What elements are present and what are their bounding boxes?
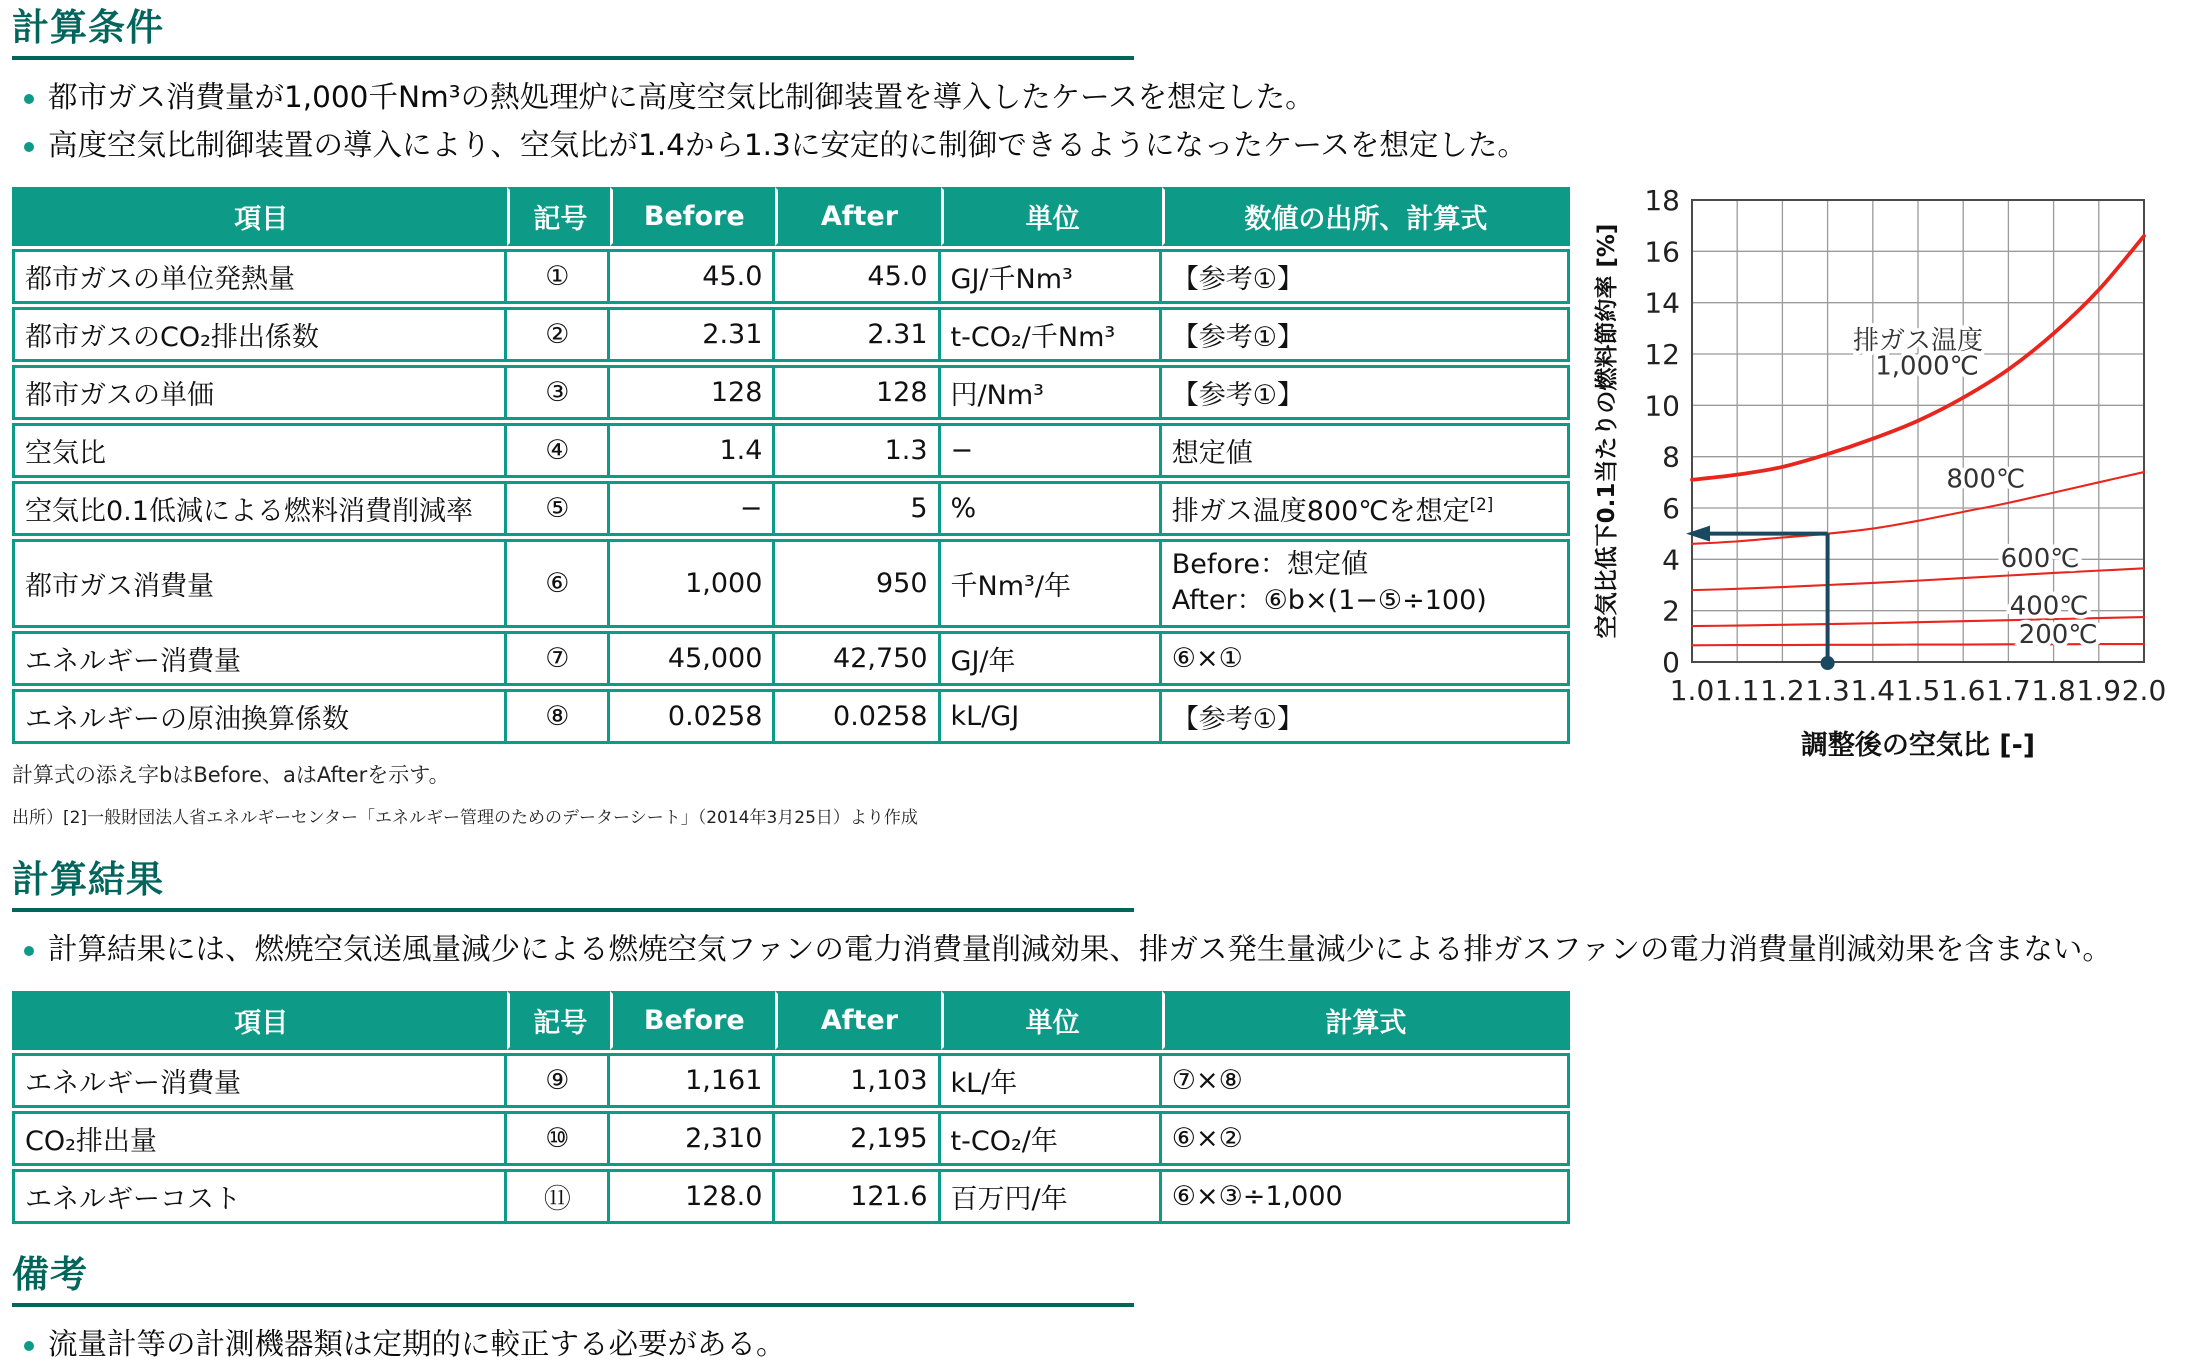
table-row bbox=[12, 307, 1570, 362]
table-cell: CO₂排出量 bbox=[12, 1111, 507, 1166]
table-cell: ② bbox=[507, 307, 610, 362]
column-header: 記号 bbox=[507, 187, 610, 246]
table-row bbox=[12, 1053, 1570, 1108]
calculation-results-table bbox=[12, 988, 1570, 1227]
table-row bbox=[12, 423, 1570, 478]
column-header: 単位 bbox=[941, 187, 1162, 246]
footnote-subscript: 計算式の添え字bはBefore、aはAfterを示す。 bbox=[12, 762, 450, 787]
x-tick-label: 1.8 bbox=[2031, 674, 2076, 707]
table-cell: ④ bbox=[507, 423, 610, 478]
column-header: Before bbox=[610, 187, 775, 246]
table-cell: t-CO₂/年 bbox=[941, 1111, 1162, 1166]
table-cell: 45.0 bbox=[610, 249, 775, 304]
column-header: 単位 bbox=[941, 991, 1162, 1050]
y-tick-label: 4 bbox=[1662, 543, 1680, 577]
table-cell: 2,195 bbox=[775, 1111, 940, 1166]
table-row bbox=[12, 1111, 1570, 1166]
table-cell: 1,161 bbox=[610, 1053, 775, 1108]
table-row bbox=[12, 249, 1570, 304]
bullet-item bbox=[12, 74, 2162, 122]
table-cell: ① bbox=[507, 249, 610, 304]
table-cell: ⑥×③÷1,000 bbox=[1162, 1169, 1570, 1224]
table-cell: ⑨ bbox=[507, 1053, 610, 1108]
table-row bbox=[12, 631, 1570, 686]
table-cell: 【参考①】 bbox=[1162, 307, 1570, 362]
table-cell: 百万円/年 bbox=[941, 1169, 1162, 1224]
table-cell: % bbox=[941, 481, 1162, 536]
curve-label: 1,000℃ bbox=[1875, 351, 1979, 382]
table-cell: ③ bbox=[507, 365, 610, 420]
table-cell: エネルギーコスト bbox=[12, 1169, 507, 1224]
x-tick-label: 1.1 bbox=[1714, 674, 1760, 707]
curve-label: 排ガス温度 bbox=[1852, 325, 1984, 356]
fuel-saving-rate-chart bbox=[1588, 186, 2200, 792]
curve-label: 400℃ bbox=[2009, 591, 2089, 622]
table-cell: 円/Nm³ bbox=[941, 365, 1162, 420]
footnote-source: 出所）[2]一般財団法人省エネルギーセンター「エネルギー管理のためのデーターシート」（2014年3月25日）より作成 bbox=[12, 807, 918, 828]
column-header: 項目 bbox=[12, 187, 507, 246]
table-cell: ⑦×⑧ bbox=[1162, 1053, 1570, 1108]
table-cell: 1,103 bbox=[775, 1053, 940, 1108]
x-tick-label: 1.3 bbox=[1805, 674, 1850, 707]
y-axis-title: 空気比低下0.1当たりの燃料節約率 [%] bbox=[1594, 223, 1620, 639]
curve-label: 200℃ bbox=[2018, 619, 2098, 650]
chart-canvas bbox=[1588, 186, 2200, 792]
curve-label: 600℃ bbox=[2000, 544, 2080, 575]
table-cell: 2,310 bbox=[610, 1111, 775, 1166]
table-cell: エネルギー消費量 bbox=[12, 1053, 507, 1108]
table-cell: 45,000 bbox=[610, 631, 775, 686]
table-cell: − bbox=[610, 481, 775, 536]
table-cell: 都市ガス消費量 bbox=[12, 539, 507, 628]
table-cell: 空気比 bbox=[12, 423, 507, 478]
bullet-icon bbox=[24, 1341, 34, 1351]
x-tick-label: 1.0 bbox=[1669, 674, 1715, 707]
table-cell: 1.4 bbox=[610, 423, 775, 478]
column-header: 計算式 bbox=[1162, 991, 1570, 1050]
bullet-text: 高度空気比制御装置の導入により、空気比が1.4から1.3に安定的に制御できるようになったケースを想定した。 bbox=[48, 128, 1527, 163]
table-cell: エネルギーの原油換算係数 bbox=[12, 689, 507, 744]
table-cell: ⑥×① bbox=[1162, 631, 1570, 686]
table-cell: ⑥×② bbox=[1162, 1111, 1570, 1166]
x-tick-label: 1.4 bbox=[1850, 674, 1896, 707]
table-cell: ⑩ bbox=[507, 1111, 610, 1166]
table-cell: − bbox=[941, 423, 1162, 478]
column-header: 数値の出所、計算式 bbox=[1162, 187, 1570, 246]
table-row bbox=[12, 1169, 1570, 1224]
table-cell: 都市ガスのCO₂排出係数 bbox=[12, 307, 507, 362]
section-title-conditions: 計算条件 bbox=[12, 6, 164, 49]
bullet-text: 計算結果には、燃焼空気送風量減少による燃焼空気ファンの電力消費量削減効果、排ガス発生量減少による排ガスファンの電力消費量削減効果を含まない。 bbox=[48, 932, 2112, 967]
table-cell: 2.31 bbox=[775, 307, 940, 362]
table-cell: エネルギー消費量 bbox=[12, 631, 507, 686]
bullet-item bbox=[12, 926, 2162, 974]
table-cell: ⑦ bbox=[507, 631, 610, 686]
table-cell: 121.6 bbox=[775, 1169, 940, 1224]
table-cell: 128.0 bbox=[610, 1169, 775, 1224]
y-tick-label: 10 bbox=[1644, 389, 1680, 423]
table-cell: 空気比0.1低減による燃料消費削減率 bbox=[12, 481, 507, 536]
section-title-remarks: 備考 bbox=[12, 1253, 88, 1296]
y-tick-label: 14 bbox=[1644, 286, 1680, 320]
table-cell: 42,750 bbox=[775, 631, 940, 686]
results-table-wrap bbox=[12, 988, 2192, 1227]
table-row bbox=[12, 481, 1570, 536]
y-tick-label: 0 bbox=[1662, 646, 1680, 679]
table-cell: 5 bbox=[775, 481, 940, 536]
x-tick-label: 1.2 bbox=[1760, 674, 1805, 707]
table-cell: 0.0258 bbox=[775, 689, 940, 744]
table-cell: 想定値 bbox=[1162, 423, 1570, 478]
x-tick-label: 2.0 bbox=[2121, 674, 2167, 707]
table-row bbox=[12, 539, 1570, 628]
table-cell: 1,000 bbox=[610, 539, 775, 628]
table-cell: ⑪ bbox=[507, 1169, 610, 1224]
bullet-item bbox=[12, 1321, 2162, 1369]
column-header: After bbox=[775, 991, 940, 1050]
table-cell: 45.0 bbox=[775, 249, 940, 304]
table-cell: 128 bbox=[610, 365, 775, 420]
table-cell: 都市ガスの単価 bbox=[12, 365, 507, 420]
table-cell: kL/GJ bbox=[941, 689, 1162, 744]
header-row bbox=[12, 187, 1570, 246]
x-tick-label: 1.9 bbox=[2076, 674, 2122, 707]
y-tick-label: 2 bbox=[1662, 594, 1680, 628]
table-row bbox=[12, 689, 1570, 744]
section-title-underline bbox=[12, 56, 1134, 60]
table-cell: 【参考①】 bbox=[1162, 689, 1570, 744]
y-tick-label: 18 bbox=[1644, 186, 1680, 217]
table-cell: ⑥ bbox=[507, 539, 610, 628]
section-title-results: 計算結果 bbox=[12, 857, 164, 901]
table-row bbox=[12, 365, 1570, 420]
table-cell: 排ガス温度800℃を想定[2] bbox=[1162, 481, 1570, 536]
table-cell: ⑤ bbox=[507, 481, 610, 536]
bullet-icon bbox=[24, 946, 34, 956]
table-cell: 1.3 bbox=[775, 423, 940, 478]
x-axis-title: 調整後の空気比 [-] bbox=[1800, 730, 2036, 761]
table-cell: 0.0258 bbox=[610, 689, 775, 744]
table-cell: 【参考①】 bbox=[1162, 249, 1570, 304]
table-cell: 950 bbox=[775, 539, 940, 628]
y-tick-label: 8 bbox=[1662, 440, 1680, 474]
y-tick-label: 16 bbox=[1644, 235, 1680, 269]
x-tick-label: 1.6 bbox=[1940, 674, 1986, 707]
y-tick-label: 6 bbox=[1662, 492, 1680, 525]
table-cell: Before：想定値 After：⑥b×(1−⑤÷100) bbox=[1162, 539, 1570, 628]
bullet-icon bbox=[24, 142, 34, 152]
header-row bbox=[12, 991, 1570, 1050]
y-tick-label: 12 bbox=[1644, 338, 1680, 371]
column-header: Before bbox=[610, 991, 775, 1050]
remarks-bullet-list bbox=[12, 1321, 2162, 1369]
x-tick-label: 1.7 bbox=[1986, 674, 2031, 707]
table-cell: 128 bbox=[775, 365, 940, 420]
table-cell: GJ/千Nm³ bbox=[941, 249, 1162, 304]
table-cell: 2.31 bbox=[610, 307, 775, 362]
guide-arrow-head bbox=[1686, 526, 1710, 542]
x-tick-label: 1.5 bbox=[1895, 674, 1941, 707]
column-header: 項目 bbox=[12, 991, 507, 1050]
conditions-bullet-list bbox=[12, 74, 2162, 170]
table-cell: kL/年 bbox=[941, 1053, 1162, 1108]
table-cell: t-CO₂/千Nm³ bbox=[941, 307, 1162, 362]
table-cell: ⑧ bbox=[507, 689, 610, 744]
table-cell: 【参考①】 bbox=[1162, 365, 1570, 420]
bullet-text: 流量計等の計測機器類は定期的に較正する必要がある。 bbox=[48, 1327, 786, 1362]
bullet-text: 都市ガス消費量が1,000千Nm³の熱処理炉に高度空気比制御装置を導入したケースを想定した。 bbox=[48, 80, 1315, 115]
section-title-underline bbox=[12, 908, 1134, 912]
column-header: 記号 bbox=[507, 991, 610, 1050]
curve-label: 800℃ bbox=[1946, 464, 2026, 495]
table-cell: 都市ガスの単位発熱量 bbox=[12, 249, 507, 304]
bullet-icon bbox=[24, 94, 34, 104]
bullet-item bbox=[12, 122, 2162, 170]
calculation-conditions-table bbox=[12, 184, 1570, 747]
guide-dot bbox=[1821, 656, 1835, 670]
table-cell: GJ/年 bbox=[941, 631, 1162, 686]
table-cell: 千Nm³/年 bbox=[941, 539, 1162, 628]
results-bullet-list bbox=[12, 926, 2162, 974]
column-header: After bbox=[775, 187, 940, 246]
